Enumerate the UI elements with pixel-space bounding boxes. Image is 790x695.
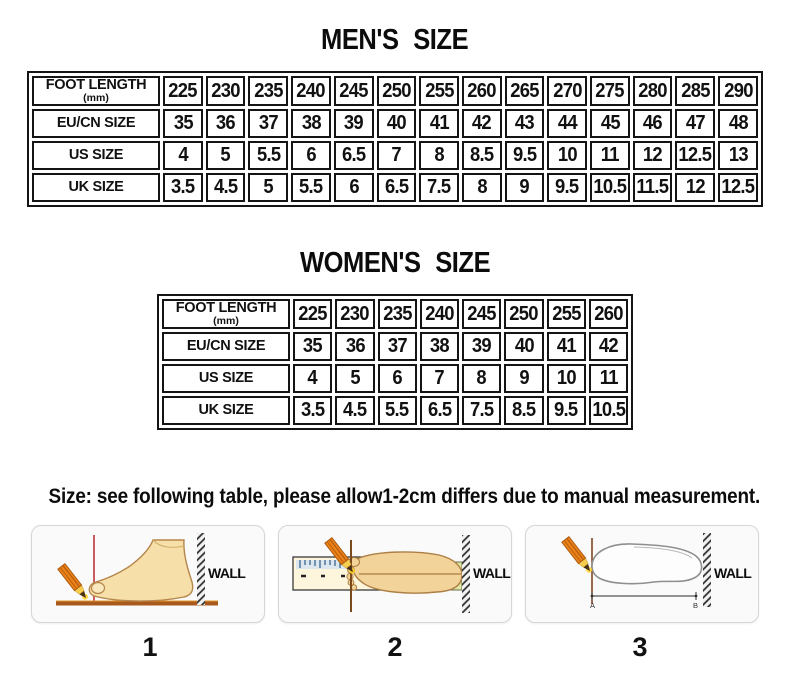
size-cell: 6 bbox=[334, 173, 374, 202]
size-cell: 225 bbox=[163, 76, 203, 106]
size-cell: 38 bbox=[420, 332, 459, 361]
measurement-note: Size: see following table, please allow1-2cm differs due to manual measurement. bbox=[48, 484, 761, 508]
wall-label: WALL bbox=[714, 565, 752, 581]
wall-label: WALL bbox=[208, 565, 246, 581]
size-cell: 8 bbox=[462, 173, 502, 202]
table-row bbox=[162, 299, 628, 329]
size-cell: 270 bbox=[547, 76, 587, 106]
size-cell: 11 bbox=[589, 364, 628, 393]
step-2-number: 2 bbox=[387, 632, 403, 662]
size-cell: 39 bbox=[462, 332, 501, 361]
table-row bbox=[32, 173, 758, 202]
toe bbox=[351, 585, 356, 590]
size-cell: 230 bbox=[335, 299, 374, 329]
size-cell: 240 bbox=[291, 76, 331, 106]
size-cell: 7 bbox=[420, 364, 459, 393]
size-cell: 10.5 bbox=[590, 173, 630, 202]
size-cell: 4.5 bbox=[206, 173, 246, 202]
measurement-note-row bbox=[0, 484, 790, 509]
size-cell: 39 bbox=[334, 109, 374, 138]
womens-size-table-container bbox=[0, 294, 790, 430]
size-cell: 8.5 bbox=[462, 141, 502, 170]
size-cell: 235 bbox=[378, 299, 417, 329]
size-cell: 8 bbox=[462, 364, 501, 393]
wall-hatch bbox=[462, 535, 470, 613]
size-cell: 11 bbox=[590, 141, 630, 170]
size-cell: 240 bbox=[420, 299, 459, 329]
table-row bbox=[32, 141, 758, 170]
size-cell: 5.5 bbox=[248, 141, 288, 170]
row-header: UK SIZE bbox=[162, 396, 290, 425]
mens-size-table-wrap bbox=[0, 71, 790, 207]
size-cell: 42 bbox=[462, 109, 502, 138]
measure-step-2-diagram bbox=[279, 526, 511, 622]
size-cell: 250 bbox=[504, 299, 543, 329]
table-row bbox=[162, 364, 628, 393]
size-cell: 245 bbox=[462, 299, 501, 329]
point-b-dot bbox=[695, 595, 698, 598]
foot-outline-icon bbox=[592, 544, 702, 584]
size-cell: 245 bbox=[334, 76, 374, 106]
size-cell: 45 bbox=[590, 109, 630, 138]
table-row bbox=[162, 396, 628, 425]
size-cell: 6.5 bbox=[334, 141, 374, 170]
size-cell: 6 bbox=[378, 364, 417, 393]
pencil-icon bbox=[562, 537, 595, 575]
size-cell: 285 bbox=[675, 76, 715, 106]
point-a-label: A bbox=[590, 601, 596, 610]
size-cell: 230 bbox=[206, 76, 246, 106]
size-cell: 12.5 bbox=[675, 141, 715, 170]
size-cell: 4 bbox=[163, 141, 203, 170]
size-cell: 7.5 bbox=[462, 396, 501, 425]
size-cell: 235 bbox=[248, 76, 288, 106]
size-cell: 48 bbox=[718, 109, 758, 138]
size-cell: 4 bbox=[293, 364, 332, 393]
size-cell: 260 bbox=[589, 299, 628, 329]
step-1-number: 1 bbox=[142, 632, 158, 662]
size-cell: 40 bbox=[377, 109, 417, 138]
wall-label: WALL bbox=[473, 565, 511, 581]
size-cell: 9 bbox=[505, 173, 545, 202]
row-header: EU/CN SIZE bbox=[32, 109, 160, 138]
size-cell: 9.5 bbox=[505, 141, 545, 170]
measurement-guide-panels bbox=[0, 525, 790, 623]
size-cell: 38 bbox=[291, 109, 331, 138]
size-cell: 12 bbox=[633, 141, 673, 170]
size-cell: 265 bbox=[505, 76, 545, 106]
measure-step-1-diagram bbox=[32, 526, 264, 622]
measure-step-3-diagram bbox=[526, 526, 758, 622]
size-cell: 37 bbox=[378, 332, 417, 361]
size-cell: 7 bbox=[377, 141, 417, 170]
wall-hatch bbox=[703, 533, 711, 607]
row-header: US SIZE bbox=[162, 364, 290, 393]
size-cell: 10 bbox=[547, 364, 586, 393]
size-cell: 4.5 bbox=[335, 396, 374, 425]
row-header: US SIZE bbox=[32, 141, 160, 170]
mens-size-title bbox=[0, 24, 790, 56]
size-cell: 6 bbox=[291, 141, 331, 170]
size-cell: 290 bbox=[718, 76, 758, 106]
foot-side-icon bbox=[89, 540, 192, 601]
size-cell: 10.5 bbox=[589, 396, 628, 425]
size-cell: 41 bbox=[419, 109, 459, 138]
mens-size-title-text: MEN'S SIZE bbox=[321, 24, 469, 56]
point-b-label: B bbox=[693, 601, 699, 610]
size-cell: 40 bbox=[504, 332, 543, 361]
size-cell: 44 bbox=[547, 109, 587, 138]
size-cell: 9.5 bbox=[547, 396, 586, 425]
size-cell: 35 bbox=[293, 332, 332, 361]
size-cell: 7.5 bbox=[419, 173, 459, 202]
size-cell: 5 bbox=[206, 141, 246, 170]
measure-step-1-panel bbox=[31, 525, 265, 623]
table-row bbox=[32, 109, 758, 138]
size-cell: 6.5 bbox=[377, 173, 417, 202]
size-cell: 280 bbox=[633, 76, 673, 106]
size-cell: 36 bbox=[335, 332, 374, 361]
mens-size-table-container bbox=[0, 71, 790, 207]
size-cell: 36 bbox=[206, 109, 246, 138]
women-table bbox=[157, 294, 633, 430]
panel-number-row bbox=[0, 632, 790, 663]
size-cell: 43 bbox=[505, 109, 545, 138]
size-cell: 255 bbox=[419, 76, 459, 106]
big-toe bbox=[92, 583, 105, 594]
point-a-dot bbox=[591, 595, 594, 598]
size-cell: 8 bbox=[419, 141, 459, 170]
size-cell: 47 bbox=[675, 109, 715, 138]
row-header: FOOT LENGTH (mm) bbox=[162, 299, 290, 329]
pencil-icon bbox=[58, 564, 91, 602]
size-cell: 37 bbox=[248, 109, 288, 138]
womens-size-title-text: WOMEN'S SIZE bbox=[299, 247, 491, 279]
womens-size-title bbox=[0, 247, 790, 279]
size-cell: 8.5 bbox=[504, 396, 543, 425]
measure-step-3-panel bbox=[525, 525, 759, 623]
size-cell: 225 bbox=[293, 299, 332, 329]
foot-top-icon bbox=[353, 552, 462, 593]
size-cell: 5 bbox=[335, 364, 374, 393]
step-3-number: 3 bbox=[632, 632, 648, 662]
size-cell: 255 bbox=[547, 299, 586, 329]
measure-step-2-panel bbox=[278, 525, 512, 623]
size-cell: 9.5 bbox=[547, 173, 587, 202]
size-cell: 5.5 bbox=[291, 173, 331, 202]
size-cell: 13 bbox=[718, 141, 758, 170]
row-header: UK SIZE bbox=[32, 173, 160, 202]
size-cell: 12 bbox=[675, 173, 715, 202]
table-row bbox=[162, 332, 628, 361]
size-cell: 275 bbox=[590, 76, 630, 106]
size-cell: 6.5 bbox=[420, 396, 459, 425]
size-cell: 5.5 bbox=[378, 396, 417, 425]
size-cell: 250 bbox=[377, 76, 417, 106]
size-cell: 5 bbox=[248, 173, 288, 202]
size-cell: 35 bbox=[163, 109, 203, 138]
size-cell: 11.5 bbox=[633, 173, 673, 202]
wall-hatch bbox=[197, 533, 205, 605]
row-header: FOOT LENGTH (mm) bbox=[32, 76, 160, 106]
size-cell: 9 bbox=[504, 364, 543, 393]
size-cell: 46 bbox=[633, 109, 673, 138]
size-cell: 10 bbox=[547, 141, 587, 170]
men-table bbox=[27, 71, 763, 207]
measure-line-ab bbox=[592, 592, 696, 600]
womens-size-table-wrap bbox=[0, 294, 790, 430]
size-cell: 260 bbox=[462, 76, 502, 106]
size-cell: 41 bbox=[547, 332, 586, 361]
size-cell: 3.5 bbox=[163, 173, 203, 202]
row-header: EU/CN SIZE bbox=[162, 332, 290, 361]
size-cell: 3.5 bbox=[293, 396, 332, 425]
table-row bbox=[32, 76, 758, 106]
size-cell: 12.5 bbox=[718, 173, 758, 202]
size-cell: 42 bbox=[589, 332, 628, 361]
